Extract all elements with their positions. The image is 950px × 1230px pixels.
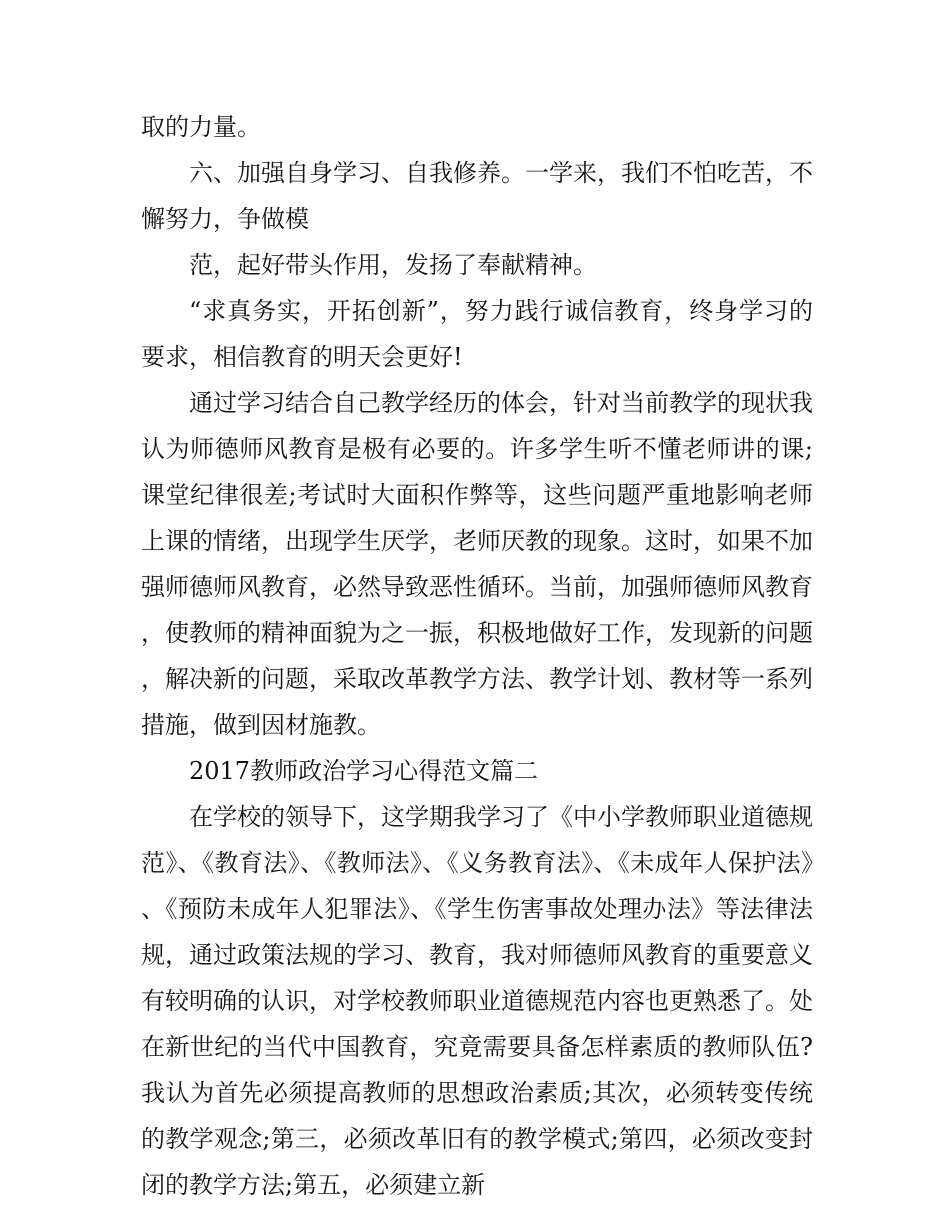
document-body xyxy=(141,104,813,1208)
section-heading: 2017教师政治学习心得范文篇二 xyxy=(189,757,539,785)
paragraph-part-two: 在学校的领导下，这学期我学习了《中小学教师职业道德规范》、《教育法》、《教师法》、《义务教育法》、《未成年人保护法》、《预防未成年人犯罪法》、《学生伤害事故处理办法》等法律法规，通过政策法规的学习、教育，我对师德师风教育的重要意义有较明确的认识，对学校教师职业道德规范内容也更熟悉了。处在新世纪的当代中国教育，究竟需要具备怎样素质的教师队伍?我认为首先必须提高教师的思想政治素质;其次，必须转变传统的教学观念;第三，必须改革旧有的教学模式;第四，必须改变封闭的教学方法;第五，必须建立新 xyxy=(141,803,813,1199)
paragraph-motto: “求真务实，开拓创新”，努力践行诚信教育，终身学习的要求，相信教育的明天会更好! xyxy=(141,297,813,371)
paragraph-point-six-end: 范，起好带头作用，发扬了奉献精神。 xyxy=(189,251,597,279)
paragraph-continuation: 取的力量。 xyxy=(141,113,261,141)
paragraph-point-six: 六、加强自身学习、自我修养。一学来，我们不怕吃苦，不懈努力，争做模 xyxy=(141,159,813,233)
paragraph-reflection: 通过学习结合自己教学经历的体会，针对当前教学的现状我认为师德师风教育是极有必要的。许多学生听不懂老师讲的课;课堂纪律很差;考试时大面积作弊等，这些问题严重地影响老师上课的情绪，出现学生厌学，老师厌教的现象。这时，如果不加强师德师风教育，必然导致恶性循环。当前，加强师德师风教育，使教师的精神面貌为之一振，积极地做好工作，发现新的问题，解决新的问题，采取改革教学方法、教学计划、教材等一系列措施，做到因材施教。 xyxy=(141,389,813,739)
